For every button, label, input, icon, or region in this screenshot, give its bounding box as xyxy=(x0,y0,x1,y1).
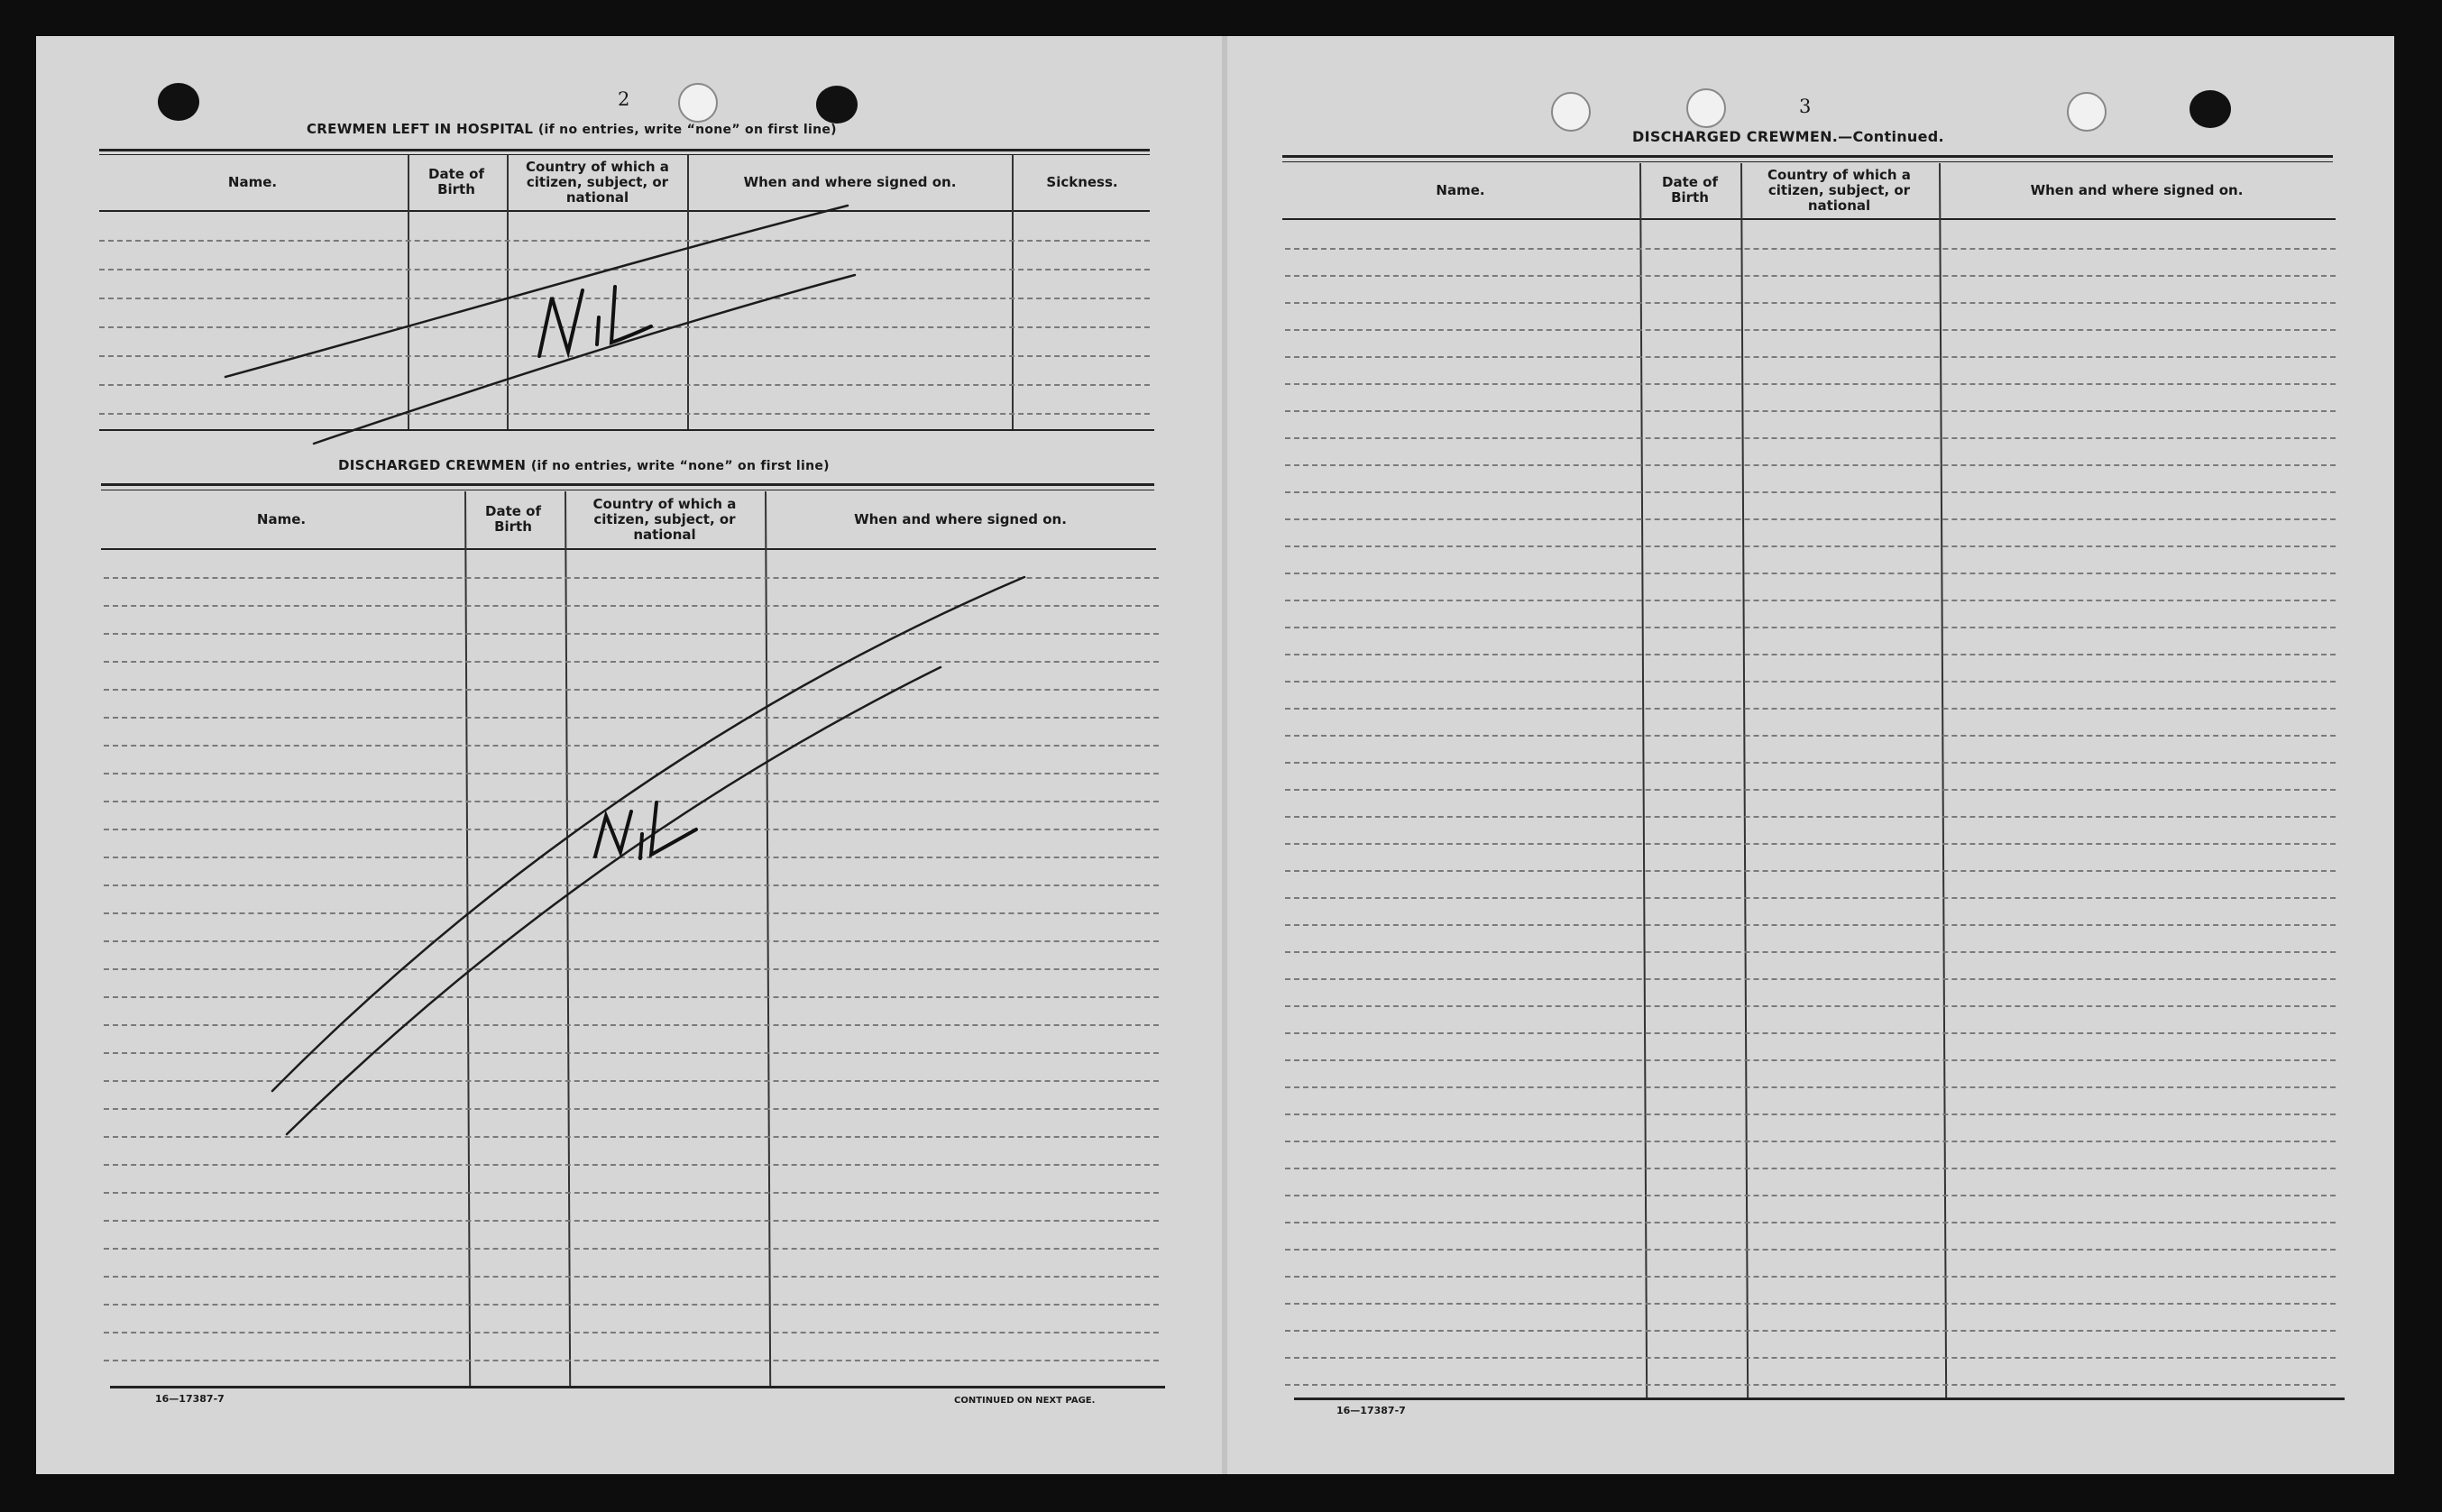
discharged-col-signed: When and where signed on. xyxy=(854,510,1067,527)
strike-line xyxy=(272,577,1024,1091)
strike-line xyxy=(287,667,941,1134)
right-col-country: Country of which a citizen, subject, or national xyxy=(1767,166,1911,214)
continued-notice: CONTINUED ON NEXT PAGE. xyxy=(954,1396,1096,1406)
discharged-continued-title: DISCHARGED CREWMEN.—Continued. xyxy=(1632,128,1944,145)
discharged-col-dob: Date of Birth xyxy=(485,503,541,535)
discharged-col-country: Country of which a citizen, subject, or national xyxy=(592,495,737,543)
right-col-dob: Date of Birth xyxy=(1662,174,1718,206)
form-code: 16—17387-7 xyxy=(155,1393,225,1405)
form-code: 16—17387-7 xyxy=(1336,1405,1406,1416)
right-col-name: Name. xyxy=(1436,181,1485,198)
hospital-col-signed: When and where signed on. xyxy=(743,173,957,190)
discharged-title-note: (if no entries, write “none” on first line) xyxy=(530,459,830,473)
strike-line xyxy=(314,275,855,444)
page-number: 3 xyxy=(1799,96,1812,117)
hospital-col-dob: Date of Birth xyxy=(428,166,484,197)
nil-handwriting xyxy=(539,287,651,356)
hospital-col-sickness: Sickness. xyxy=(1046,173,1118,190)
hospital-title-note: (if no entries, write “none” on first line) xyxy=(537,123,837,137)
nil-handwriting xyxy=(595,802,696,858)
hospital-col-country: Country of which a citizen, subject, or national xyxy=(526,158,669,206)
page-number: 2 xyxy=(618,88,630,110)
discharged-col-name: Name. xyxy=(256,510,307,527)
discharged-title-text: DISCHARGED CREWMEN xyxy=(338,457,527,473)
strike-line xyxy=(225,206,848,377)
hospital-col-name: Name. xyxy=(227,173,278,190)
right-col-signed: When and where signed on. xyxy=(2030,181,2244,198)
hospital-title-text: CREWMEN LEFT IN HOSPITAL xyxy=(307,121,534,137)
